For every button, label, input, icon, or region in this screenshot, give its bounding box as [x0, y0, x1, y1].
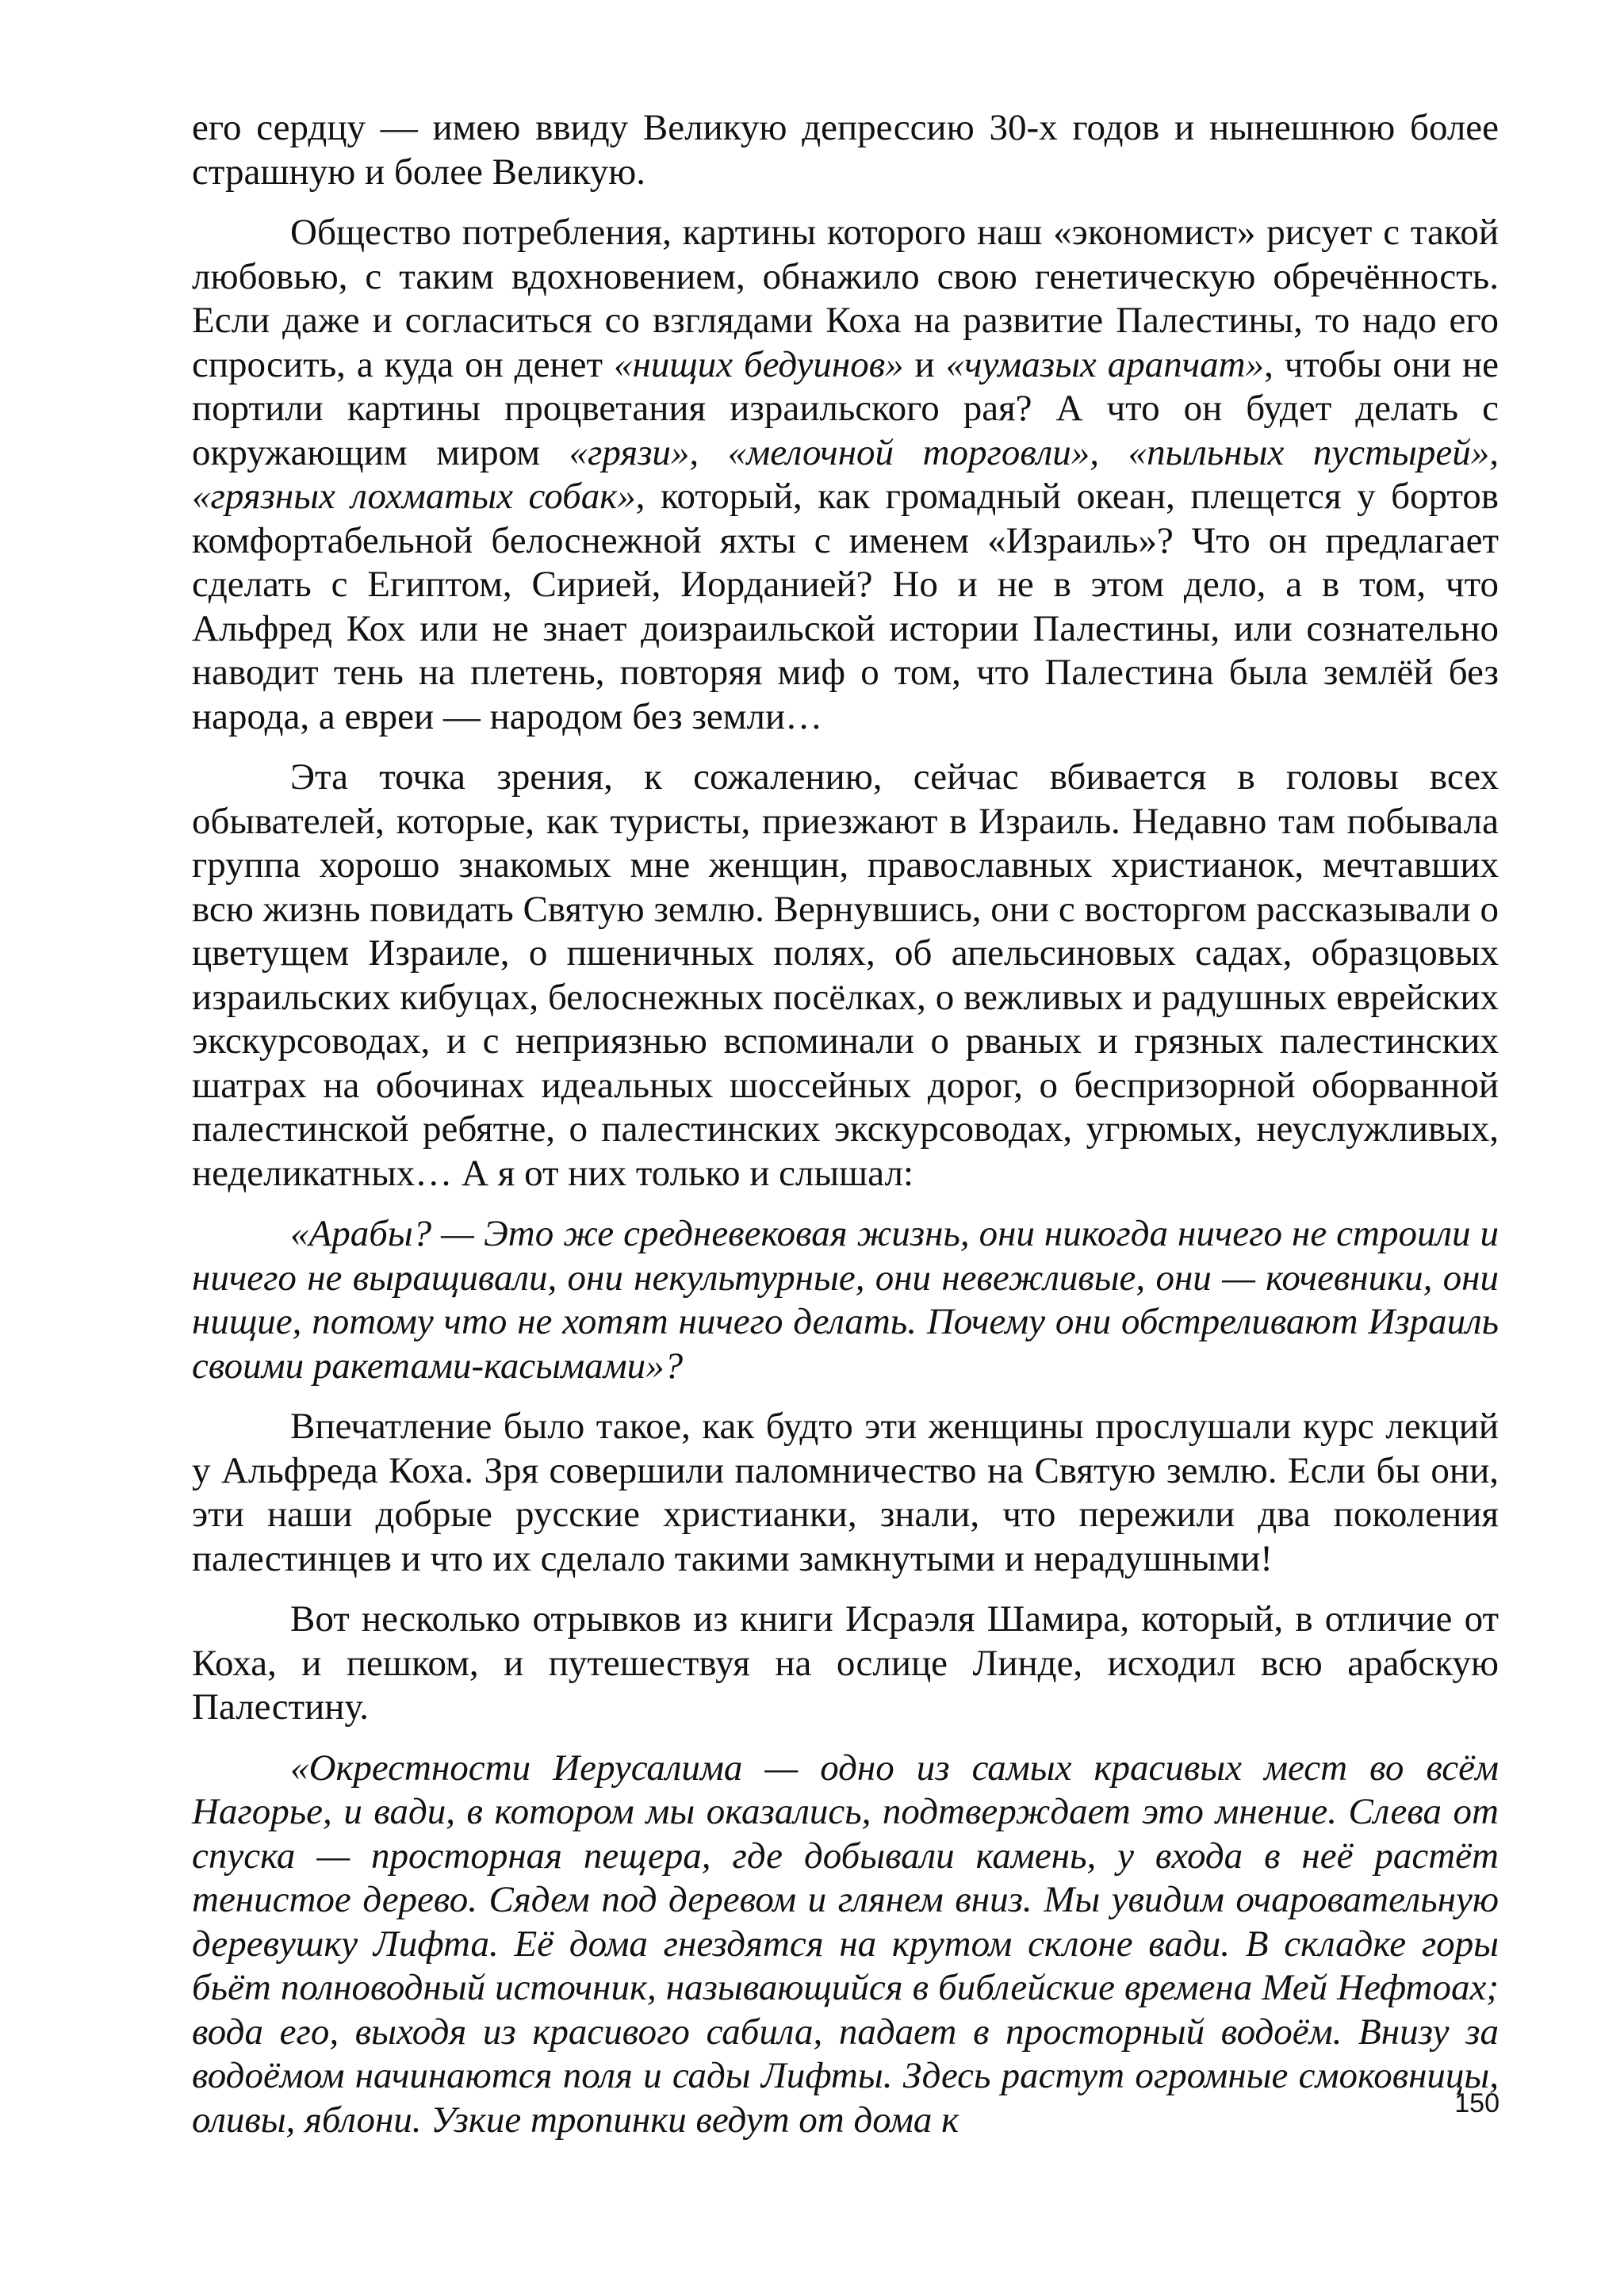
text-segment: , чтобы они не портили картины процветания израильского рая? А что он будет делать с окружающим миром: [192, 343, 1499, 473]
quote-jerusalem-surroundings: «Окрестности Иерусалима — одно из самых красивых мест во всём Нагорье, и вади, в котором мы оказались, подтверждает это мнение. Слева от спуска — просторная пещера, где добывали камень, у входа в неё растёт тенистое дерево. Сядем под деревом и глянем вниз. Мы увидим очаровательную деревушку Лифта. Её дома гнездятся на крутом склоне вади. В складке горы бьёт полноводный источник, называющийся в библейские времена Мей Нефтоах; вода его, выходя из красивого сабила, падает в просторный водоём. Внизу за водоёмом начинаются поля и сады Лифты. Здесь растут огромные смоковницы, оливы, яблони. Узкие тропинки ведут от дома к: [192, 1747, 1499, 2141]
paragraph-continuation: его сердцу — имею ввиду Великую депрессию 30-х годов и нынешнюю более страшную и более Великую.: [192, 107, 1499, 193]
paragraph-shamir-intro: Вот несколько отрывков из книги Исраэля Шамира, который, в отличие от Коха, и пешком, и путешествуя на ослице Линде, исходил всю арабскую Палестину.: [192, 1598, 1499, 1728]
body-text: [192, 106, 1499, 2159]
quoted-phrase: «чумазых арапчат»: [945, 343, 1265, 385]
text-segment: , который, как громадный океан, плещется у бортов комфортабельной белоснежной яхты с именем «Израиль»? Что он предлагает сделать с Египтом, Сирией, Иорданией? Но и не в этом дело, а в том, что Альфред Кох или не знает доизраильской истории Палестины, или сознательно наводит тень на плетень, повторяя миф о том, что Палестина была землёй без народа, а евреи — народом без земли…: [192, 476, 1499, 737]
quoted-phrase: «грязи», «мелочной торговли», «пыльных пустырей», «грязных лохматых собак»: [192, 431, 1499, 517]
text-segment: и: [903, 343, 946, 385]
quoted-phrase: «нищих бедуинов»: [613, 343, 904, 385]
paragraph-tourists: Эта точка зрения, к сожалению, сейчас вбивается в головы всех обывателей, которые, как туристы, приезжают в Израиль. Недавно там побывала группа хорошо знакомых мне женщин, православных христианок, мечтавших всю жизнь повидать Святую землю. Вернувшись, они с восторгом рассказывали о цветущем Израиле, о пшеничных полях, об апельсиновых садах, образцовых израильских кибуцах, белоснежных посёлках, о вежливых и радушных еврейских экскурсоводах, и с неприязнью вспоминали о рваных и грязных палестинских шатрах на обочинах идеальных шоссейных дорог, о беспризорной оборванной палестинской ребятне, о палестинских экскурсоводах, угрюмых, неуслужливых, неделикатных… А я от них только и слышал:: [192, 756, 1499, 1194]
quote-arabs: «Арабы? — Это же средневековая жизнь, они никогда ничего не строили и ничего не выращивали, они некультурные, они невежливые, они — кочевники, они нищие, потому что не хотят ничего делать. Почему они обстреливают Израиль своими ракетами-касымами»?: [192, 1213, 1499, 1387]
paragraph-consumer-society: [192, 211, 1499, 739]
page-number: 150: [1454, 2088, 1500, 2118]
text-segment: Общество потребления, картины которого наш «экономист» рисует с такой любовью, с таким вдохновением, обнажило свою генетическую обречённость. Если даже и согласиться со взглядами Коха на развитие Палестины, то надо его спросить, а куда он денет: [192, 212, 1499, 385]
paragraph-impression: Впечатление было такое, как будто эти женщины прослушали курс лекций у Альфреда Коха. Зря совершили паломничество на Святую землю. Если бы они, эти наши добрые русские христианки, знали, что пережили два поколения палестинцев и что их сделало такими замкнутыми и нерадушными!: [192, 1406, 1499, 1579]
